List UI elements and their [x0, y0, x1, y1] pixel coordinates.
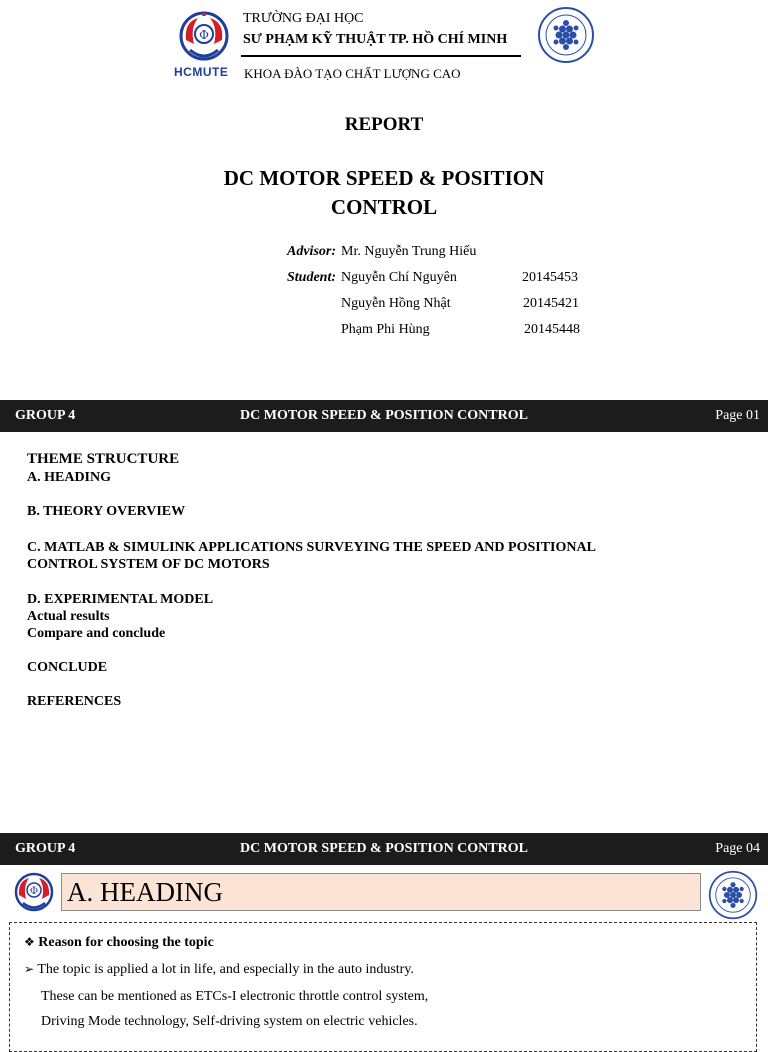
slide-header-title: DC MOTOR SPEED & POSITION CONTROL	[240, 841, 528, 856]
university-name-line2: SƯ PHẠM KỸ THUẬT TP. HỒ CHÍ MINH	[243, 32, 508, 47]
student-name: Nguyễn Hồng Nhật	[341, 296, 451, 311]
university-name-line1: TRƯỜNG ĐẠI HỌC	[243, 11, 364, 26]
hcmute-logo-icon	[11, 872, 57, 916]
student-name: Nguyễn Chí Nguyên	[341, 270, 457, 285]
student-key: Student:	[287, 270, 337, 285]
body-line: These can be mentioned as ETCs-I electronic throttle control system,	[41, 989, 429, 1004]
student-name: Phạm Phi Hùng	[341, 322, 430, 337]
toc-item-d-sub2: Compare and conclude	[27, 626, 166, 641]
body-line	[24, 962, 414, 978]
toc-item-c-line1: C. MATLAB & SIMULINK APPLICATIONS SURVEYING THE SPEED AND POSITIONAL	[27, 540, 596, 555]
report-title-line2: CONTROL	[330, 195, 438, 219]
slide-header-title: DC MOTOR SPEED & POSITION CONTROL	[240, 408, 528, 423]
student-id: 20145453	[522, 270, 578, 285]
toc-item-c-line2: CONTROL SYSTEM OF DC MOTORS	[27, 557, 270, 572]
report-title-line1: DC MOTOR SPEED & POSITION	[223, 166, 545, 190]
toc-item-references: REFERENCES	[27, 694, 122, 709]
advisor-key: Advisor:	[287, 244, 336, 259]
toc-item-conclude: CONCLUDE	[27, 660, 108, 675]
toc-item-b: B. THEORY OVERVIEW	[27, 504, 186, 519]
toc-heading: THEME STRUCTURE	[27, 451, 180, 467]
advisor-name: Mr. Nguyễn Trung Hiếu	[341, 244, 477, 259]
section-heading: A. HEADING	[67, 877, 223, 907]
report-label: REPORT	[344, 114, 424, 135]
faculty-name: KHOA ĐÀO TẠO CHẤT LƯỢNG CAO	[244, 66, 461, 81]
high-quality-training-logo-icon	[708, 870, 758, 920]
toc-item-d: D. EXPERIMENTAL MODEL	[27, 592, 214, 607]
body-line: Driving Mode technology, Self-driving system on electric vehicles.	[41, 1014, 418, 1029]
toc-item-d-sub1: Actual results	[27, 609, 110, 624]
slide-header-group: GROUP 4	[15, 408, 76, 423]
high-quality-training-logo-icon	[537, 6, 595, 64]
diamond-bullet-icon: ❖	[24, 935, 35, 949]
toc-item-a: A. HEADING	[27, 470, 112, 485]
reason-heading-text: Reason for choosing the topic	[38, 935, 214, 950]
svg-text:Φ: Φ	[199, 28, 209, 42]
body-line-text: The topic is applied a lot in life, and especially in the auto industry.	[37, 962, 414, 977]
slide-page-number: Page 04	[715, 841, 760, 856]
header-divider	[241, 55, 521, 57]
hcmute-logo-text: HCMUTE	[174, 65, 229, 79]
svg-text:Φ: Φ	[29, 886, 39, 897]
slide-header-bar	[0, 833, 768, 865]
section-heading-box	[61, 873, 701, 911]
student-id: 20145421	[523, 296, 579, 311]
slide-header-group: GROUP 4	[15, 841, 76, 856]
hcmute-logo-icon	[176, 10, 232, 80]
slide-header-bar	[0, 400, 768, 432]
reason-heading	[24, 935, 214, 951]
report-title	[184, 164, 584, 222]
arrow-bullet-icon: ➢	[24, 962, 35, 976]
student-id: 20145448	[524, 322, 580, 337]
slide-page-number: Page 01	[715, 408, 760, 423]
